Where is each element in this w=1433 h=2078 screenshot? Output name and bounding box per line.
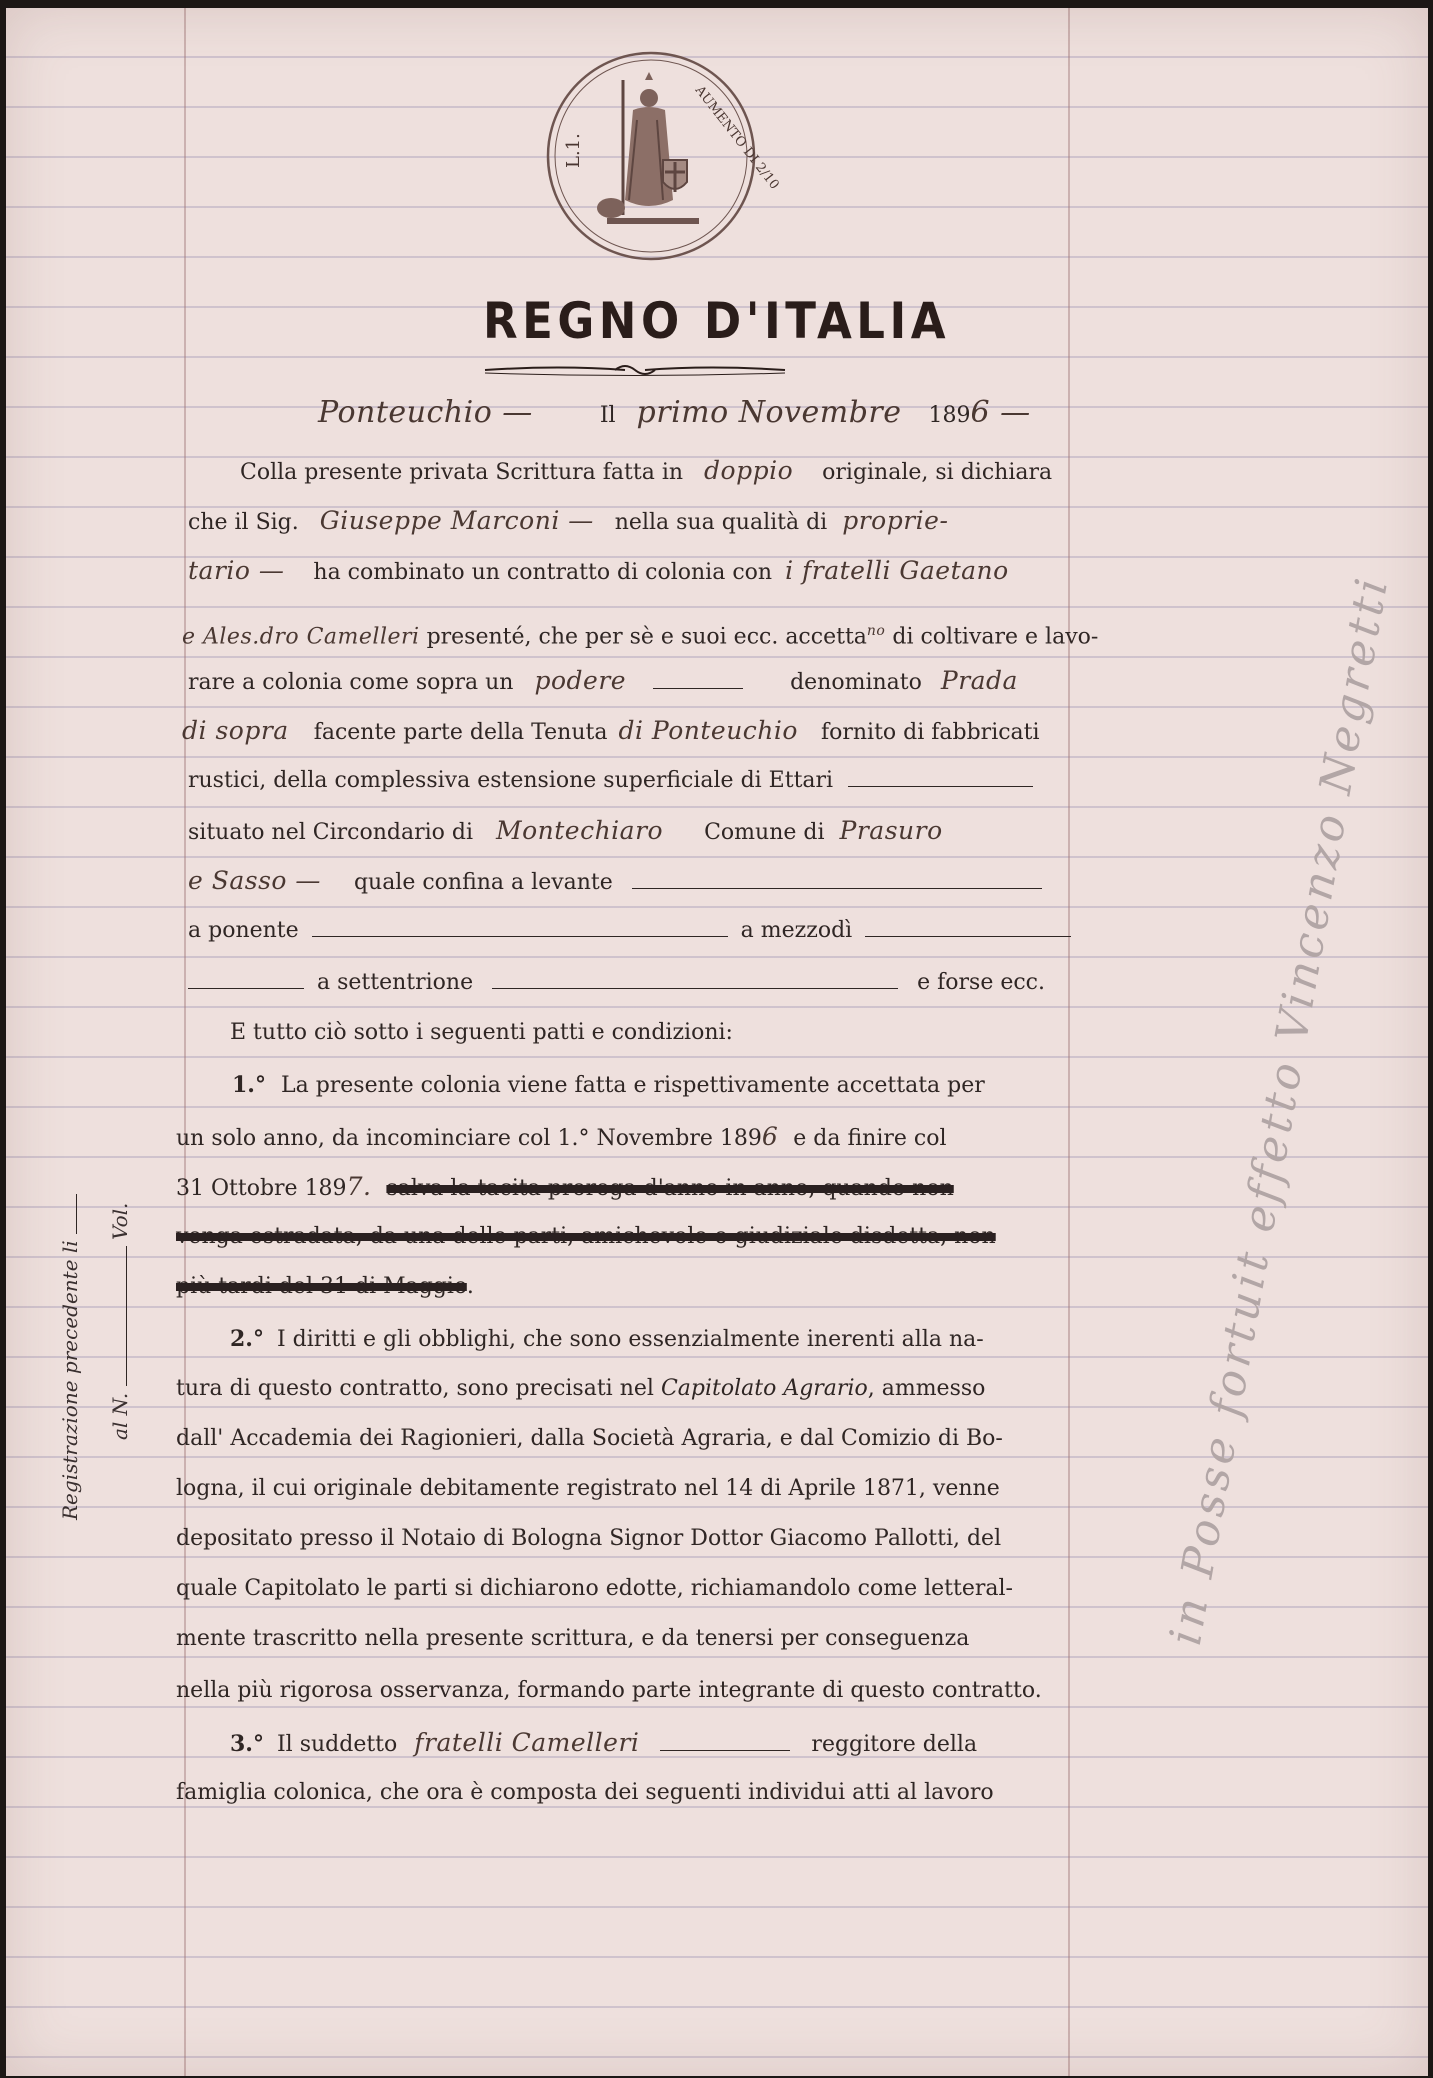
clause-2-line-3: dall' Accademia dei Ragionieri, dalla Società Agraria, e dal Comizio di Bo- [176,1426,1003,1451]
handwritten-text: i fratelli Gaetano [785,556,1009,585]
handwritten-name: Giuseppe Marconi — [319,506,594,535]
contract-line-10 [188,916,1071,946]
blank-line [660,1732,790,1751]
volume-label: Vol. [108,1202,132,1241]
clause-2-line-4: logna, il cui originale debitamente registrato nel 14 di Aprile 1871, venne [176,1476,1000,1501]
handwritten-text: di Ponteuchio [618,716,798,745]
printed-text: reggitore della [811,1732,978,1757]
contract-line-7 [188,766,1033,796]
printed-text: tura di questo contratto, sono precisati nel [176,1376,654,1401]
contract-line-8 [188,816,943,848]
printed-text: Comune di [704,820,825,845]
handwritten-text: 6 [761,1122,779,1151]
struck-text: più tardi del 31 di Maggio [176,1274,467,1299]
conditions-intro: E tutto ciò sotto i seguenti patti e condizioni: [230,1020,733,1045]
printed-text: fornito di fabbricati [820,720,1040,745]
margin-number-vol-label [108,1203,132,1440]
blank-line [848,768,1033,787]
clause-1-line-2 [176,1122,946,1154]
handwritten-year: 6 — [970,395,1031,430]
printed-text: situato nel Circondario di [188,820,473,845]
printed-text: denominato [790,670,922,695]
clause-2-line-2 [176,1374,985,1404]
printed-year: 189 [928,403,971,428]
printed-text: quale confina a levante [353,870,613,895]
contract-line-6 [182,716,1040,748]
printed-text: e forse ecc. [917,970,1045,995]
printed-text: che il Sig. [188,510,299,535]
il-label: Il [599,403,616,428]
handwritten-text: e Ales.dro Camelleri [182,624,420,650]
contract-line-3 [188,556,1009,588]
registration-text: Registrazione precedente li [58,1240,82,1520]
clause-3-line-1 [230,1728,977,1760]
contract-line-5 [188,666,1018,698]
blank-line [632,870,1042,889]
handwritten-text: 7. [346,1172,372,1201]
printed-text: rustici, della complessiva estensione superficiale di Ettari [188,768,834,793]
title-ornament-rule [485,362,785,378]
printed-text: di coltivare e lavo- [892,624,1099,650]
handwritten-text: Prasuro [839,816,943,845]
clause-2-line-5: depositato presso il Notaio di Bologna Signor Dottor Giacomo Pallotti, del [176,1526,1002,1551]
clause-2-line-8: nella più rigorosa osservanza, formando parte integrante di questo contratto. [176,1678,1042,1703]
seal-right-text: AUMENTO DI 2/10 [691,83,782,193]
handwritten-text: Montechiaro [495,816,664,845]
printed-text: facente parte della Tenuta [313,720,608,745]
blank-line [188,970,304,989]
handwritten-text: e Sasso — [188,866,321,895]
clause-1-line-1 [232,1070,985,1101]
printed-text: Il suddetto [276,1732,398,1757]
handwritten-text: tario — [188,556,285,585]
handwritten-date: primo Novembre [636,395,902,430]
clause-number: 1.° [232,1072,266,1098]
clause-1-line-5 [176,1272,474,1302]
blank-line [492,970,898,989]
printed-text: originale, si dichiara [822,460,1053,485]
page-title: REGNO D'ITALIA [482,292,951,350]
blank-line [653,670,743,689]
contract-line-4 [182,616,1098,652]
blank-line [108,1246,127,1386]
clause-number: 3.° [230,1731,264,1757]
printed-text: ha combinato un contratto di colonia con [313,560,773,585]
handwritten-text: fratelli Camelleri [414,1728,640,1757]
printed-text: nella sua qualità di [614,510,828,535]
contract-line-1 [240,456,1052,488]
revenue-stamp-seal [545,50,782,262]
struck-text: venga estradata, da una delle parti, amichevole o giudiziale disdetta, non [176,1224,996,1249]
contract-line-2 [188,506,948,538]
clause-2-line-1 [230,1324,984,1355]
handwritten-superscript: no [866,623,886,639]
date-line [318,395,1031,431]
number-label: al N. [108,1392,132,1440]
printed-text: 31 Ottobre 189 [176,1176,347,1201]
margin-registration-label [58,1194,82,1520]
printed-text: e da finire col [793,1126,947,1151]
printed-text: , ammesso [867,1376,986,1401]
clause-1-line-3 [176,1172,954,1204]
printed-text: presenté, che per sè e suoi ecc. accetta [426,624,867,650]
clause-3-line-2: famiglia colonica, che ora è composta dei seguenti individui atti al lavoro [176,1780,994,1805]
pencil-margin-note: in Posse fortuit effetto Vincenzo Negretti [1160,571,1399,1649]
clause-2-line-7: mente trascritto nella presente scrittura, e da tenersi per conseguenza [176,1626,970,1651]
printed-text: a settentrione [317,970,474,995]
contract-line-11 [188,968,1045,998]
printed-text: a mezzodì [740,918,853,943]
printed-text: . [466,1274,474,1299]
printed-text: a ponente [188,918,299,943]
printed-text: I diritti e gli obblighi, che sono essenzialmente inerenti alla na- [276,1327,984,1352]
handwritten-text: podere [534,666,627,695]
handwritten-text: Prada [940,666,1018,695]
clause-1-line-4 [176,1222,996,1252]
printed-text: La presente colonia viene fatta e rispettivamente accettata per [280,1073,985,1098]
handwritten-text: proprie- [842,506,949,535]
handwritten-text: di sopra [182,716,289,745]
italic-text: Capitolato Agrario [660,1376,868,1401]
clause-number: 2.° [230,1326,264,1352]
handwritten-text: doppio [704,456,794,485]
seal-left-text: L.1. [563,133,584,168]
blank-line [312,918,728,937]
printed-text: un solo anno, da incominciare col 1.° Novembre 189 [176,1126,762,1151]
contract-line-9 [188,866,1042,898]
blank-line [58,1194,77,1234]
printed-text: Colla presente privata Scrittura fatta in [240,460,684,485]
blank-line [865,918,1071,937]
handwritten-place: Ponteuchio — [318,395,533,430]
printed-text: rare a colonia come sopra un [188,670,514,695]
clause-2-line-6: quale Capitolato le parti si dichiarono edotte, richiamandolo come letteral- [176,1576,1013,1601]
struck-text: salva la tacita proroga d'anno in anno, quando non [386,1176,954,1201]
